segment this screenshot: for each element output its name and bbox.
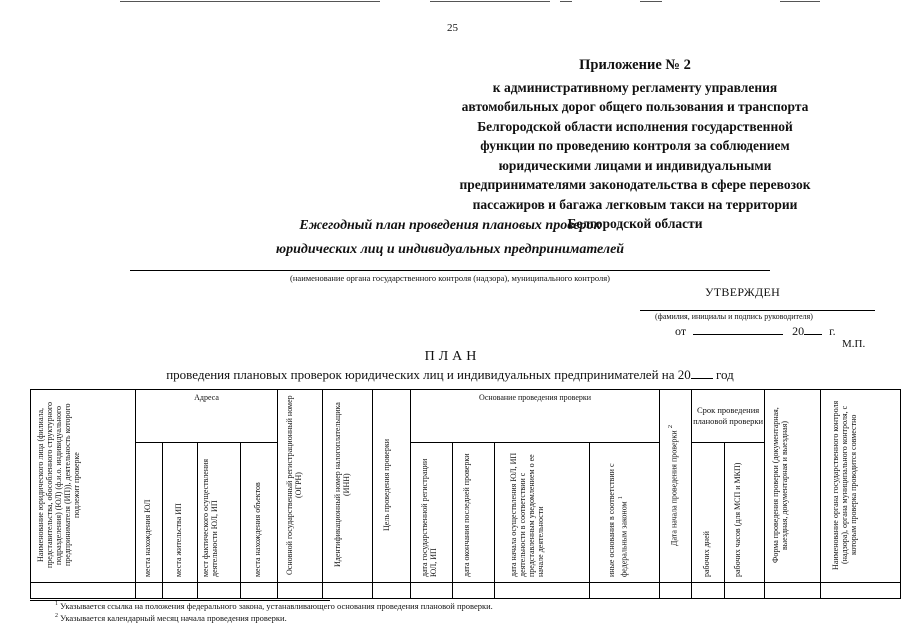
annual-plan-title-line1: Ежегодный план проведения плановых проверок — [299, 218, 601, 233]
plan-subtitle-text: проведения плановых проверок юридических лиц и индивидуальных предпринимателей на 20 — [166, 367, 691, 382]
appendix-line: Белгородской области — [567, 216, 703, 231]
header-term: Срок проведения плановой проверки — [692, 390, 765, 443]
appendix-line: функции по проведению контроля за соблюдением — [480, 138, 790, 153]
header-term-days: рабочих дней — [692, 443, 725, 583]
header-addr-residence: места жительства ИП — [163, 443, 198, 583]
inspection-plan-table — [30, 389, 901, 599]
date-year-prefix: 20 — [792, 324, 805, 338]
header-basis-last-check: дата окончания последней проверки — [453, 443, 495, 583]
header-addr-actual: мест фактического осуществления деятельности ЮЛ, ИП — [198, 443, 241, 583]
header-addr-legal: места нахождения ЮЛ — [136, 443, 163, 583]
header-basis-registration: дата государственной регистрации ЮЛ, ИП — [411, 443, 453, 583]
appendix-header — [425, 56, 845, 234]
date-day-month-line — [693, 322, 783, 335]
footnote-2: $^2$ Указывается календарный месяц начала проведения проверки. — [55, 613, 287, 623]
header-inn: Идентификационный номер налогоплательщика (ИНН) — [323, 390, 373, 583]
date-year-line — [804, 322, 822, 335]
header-goal: Цель проведения проверки — [373, 390, 411, 583]
header-basis-other: иные основания в соответствии с федеральным законом $^1$ — [590, 443, 660, 583]
appendix-line: пассажиров и багажа легковым такси на территории — [472, 196, 798, 212]
footnote-1: $^1$ Указывается ссылка на положения федерального закона, устанавливающего основания проведения плановой проверки. — [55, 601, 493, 611]
header-addr-objects: места нахождения объектов — [241, 443, 278, 583]
authority-caption: (наименование органа государственного контроля (надзора), муниципального контроля) — [290, 273, 610, 283]
appendix-line: Белгородской области исполнения государственной — [477, 118, 793, 134]
plan-year-blank — [691, 366, 713, 379]
header-term-hours: рабочих часов (для МСП и МКП) — [725, 443, 765, 583]
plan-heading: ПЛАН — [424, 349, 481, 364]
date-year-suffix: г. — [829, 324, 836, 338]
header-form: Форма проведения проверки (документарная, выездная, документарная и выездная) — [765, 390, 821, 583]
header-joint-authority: Наименование органа государственного контроля (надзора), органа муниципального контроля, с которым проверка проводится совместно — [821, 390, 901, 583]
header-start-date: Дата начала проведения проверки $^2$ — [660, 390, 692, 583]
approval-date — [675, 322, 836, 339]
header-basis: Основание проведения проверки — [411, 390, 660, 443]
appendix-line: предпринимателями законодательства в сфере перевозок — [459, 177, 811, 192]
head-signature-line — [640, 310, 875, 311]
approved-label: УТВЕРЖДЕН — [705, 285, 781, 299]
header-ogrn: Основной государственный регистрационный номер (ОГРН) — [278, 390, 323, 583]
page-number: 25 — [447, 22, 458, 34]
header-entity-name: Наименование юридического лица (филиала, представительства, обособленного структурного подразделения) (ЮЛ) (ф.и.о. индивидуального предпринимателя (ИП)), деятельность которого подлежит проверке — [31, 390, 136, 583]
appendix-line: к административному регламенту управления — [492, 79, 778, 95]
appendix-title: Приложение № 2 — [579, 57, 691, 73]
plan-subtitle — [120, 366, 780, 383]
plan-subtitle-year: год — [716, 367, 734, 382]
appendix-line: юридическими лицами и индивидуальными — [498, 157, 772, 173]
header-basis-start-activity: дата начала осуществления ЮЛ, ИП деятельности в соответствии с представленным уведомлением о ее начале деятельности — [495, 443, 590, 583]
annual-plan-title-line2: юридических лиц и индивидуальных предпринимателей — [275, 242, 625, 257]
table-row — [31, 583, 901, 599]
date-from-label: от — [675, 324, 687, 338]
header-addresses: Адреса — [136, 390, 278, 443]
stamp-place: М.П. — [842, 338, 866, 350]
authority-name-line — [130, 270, 770, 271]
head-caption: (фамилия, инициалы и подпись руководителя) — [655, 312, 813, 321]
appendix-line: автомобильных дорог общего пользования и транспорта — [461, 99, 809, 114]
